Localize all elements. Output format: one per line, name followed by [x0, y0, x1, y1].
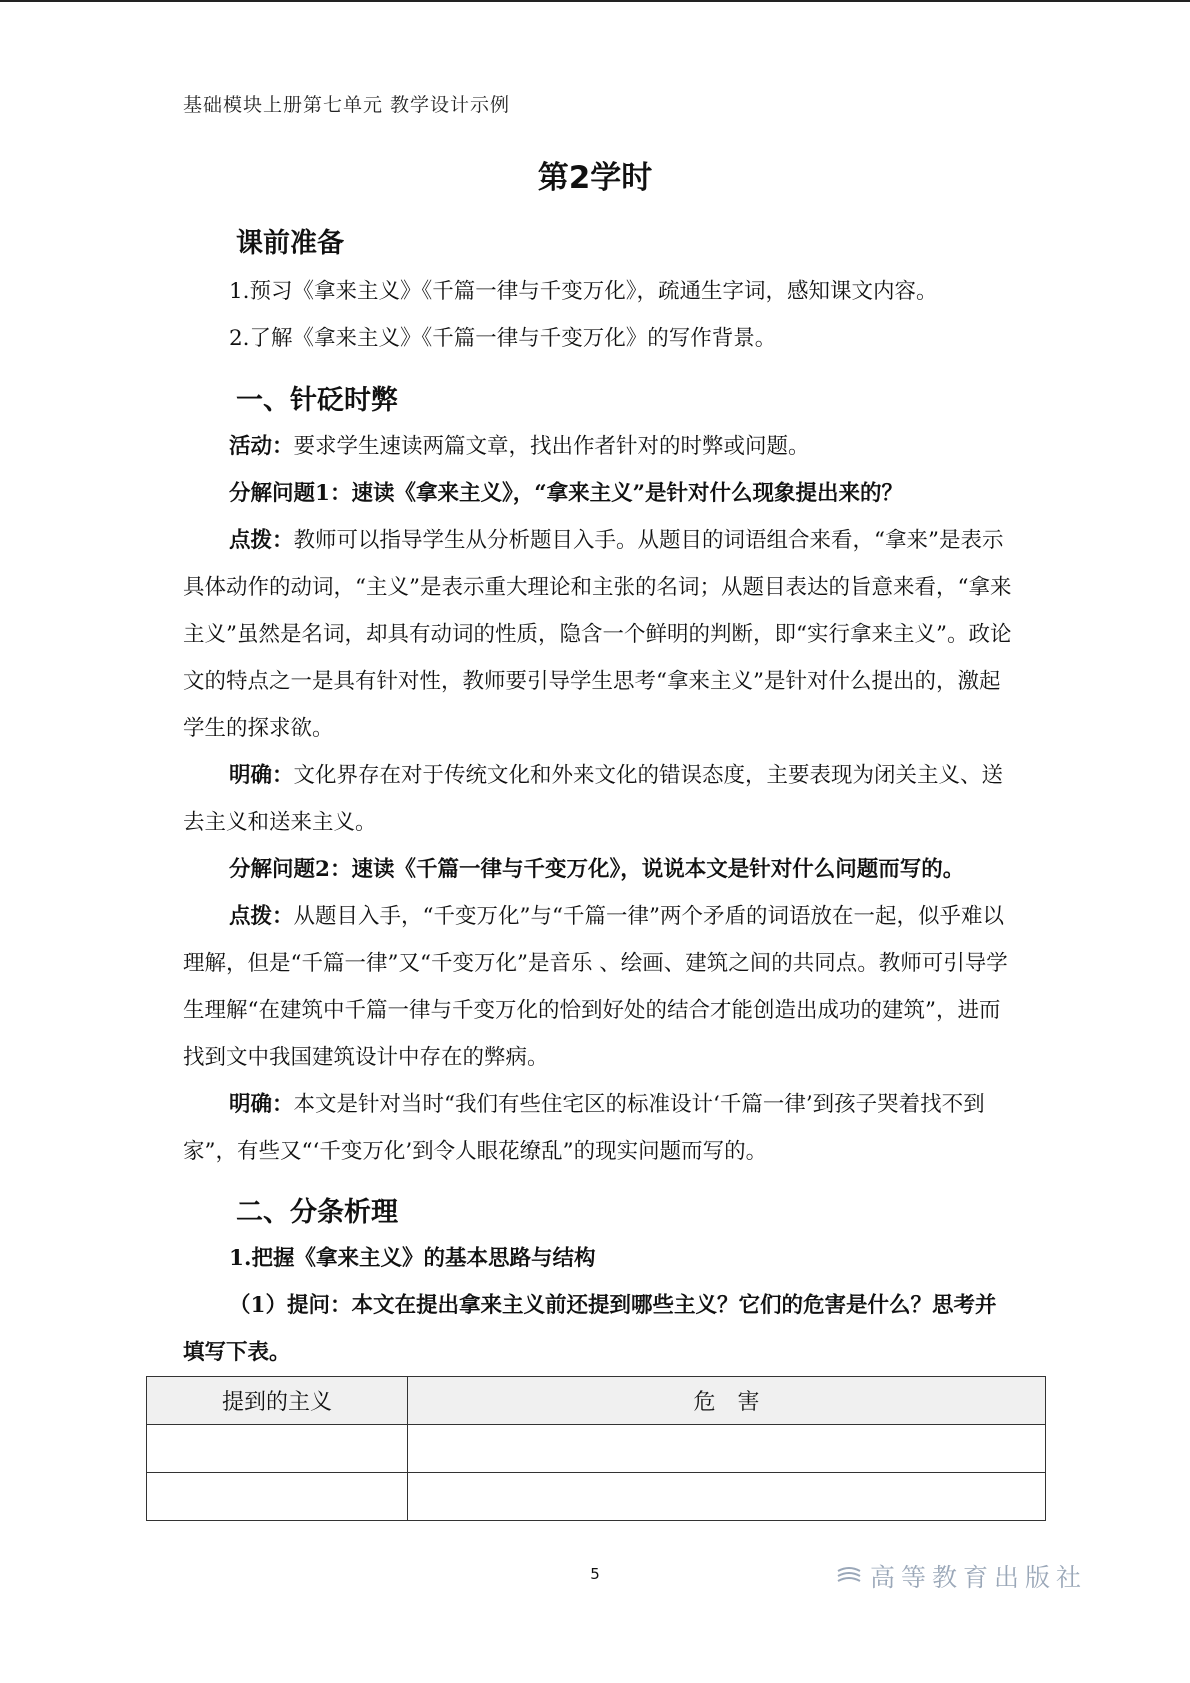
answer-label: 明确： [229, 1092, 294, 1117]
question-2-hint [183, 893, 1013, 1081]
question-2: 分解问题2：速读《千篇一律与千变万化》，说说本文是针对什么问题而写的。 [229, 857, 965, 882]
publisher-emblem-icon [836, 1565, 862, 1587]
question-1-answer [183, 752, 1013, 846]
table-cell[interactable] [147, 1425, 408, 1473]
question-prompt: （1）提问：本文在提出拿来主义前还提到哪些主义？它们的危害是什么？思考并填写下表。 [183, 1293, 997, 1365]
top-border-line [0, 0, 1190, 2]
section-heading-2: 二、分条析理 [236, 1197, 398, 1228]
activity-paragraph [183, 423, 1013, 470]
table-header-row [147, 1377, 1046, 1425]
hint-text: 教师可以指导学生从分析题目入手。从题目的词语组合来看，“拿来”是表示具体动作的动词，“主义”是表示重大理论和主张的名词；从题目表达的旨意来看，“拿来主义”虽然是名词，却具有动词的性质，隐含一个鲜明的判断，即“实行拿来主义”。政论文的特点之一是具有针对性，教师要引导学生思考“拿来主义”是针对什么提出的，激起学生的探求欲。 [183, 528, 1012, 741]
table-row [147, 1425, 1046, 1473]
running-header: 基础模块上册第七单元 教学设计示例 [183, 94, 511, 116]
answer-label: 明确： [229, 763, 294, 788]
hint-text: 从题目入手，“千变万化”与“千篇一律”两个矛盾的词语放在一起，似乎难以理解，但是“千篇一律”又“千变万化”是音乐 、绘画、建筑之间的共同点。教师可引导学生理解“在建筑中千篇一律与千变万化的恰到好处的结合才能创造出成功的建筑”，进而找到文中我国建筑设计中存在的弊病。 [183, 904, 1008, 1070]
answer-text: 文化界存在对于传统文化和外来文化的错误态度，主要表现为闭关主义、送去主义和送来主义。 [183, 763, 1004, 835]
activity-text: 要求学生速读两篇文章，找出作者针对的时弊或问题。 [293, 434, 810, 459]
page-number: 5 [590, 1565, 600, 1583]
answer-table [146, 1376, 1046, 1521]
table-cell[interactable] [147, 1473, 408, 1521]
question-1-hint [183, 517, 1013, 752]
publisher-name: 高等教育出版社 [870, 1563, 1088, 1592]
table-header-cell: 提到的主义 [147, 1377, 408, 1425]
hint-label: 点拨： [229, 904, 294, 929]
section-heading-1: 一、针砭时弊 [236, 385, 398, 416]
table-row [147, 1473, 1046, 1521]
table-cell[interactable] [408, 1425, 1046, 1473]
table-header-cell: 危 害 [408, 1377, 1046, 1425]
question-1: 分解问题1：速读《拿来主义》，“拿来主义”是针对什么现象提出来的？ [229, 481, 903, 506]
hint-label: 点拨： [229, 528, 294, 553]
answer-text: 本文是针对当时“我们有些住宅区的标准设计‘千篇一律’到孩子哭着找不到家”，有些又“‘千变万化’到令人眼花缭乱”的现实问题而写的。 [183, 1092, 985, 1164]
prep-item-2: 2.了解《拿来主义》《千篇一律与千变万化》的写作背景。 [229, 326, 777, 351]
table-cell[interactable] [408, 1473, 1046, 1521]
subheading-1: 1.把握《拿来主义》的基本思路与结构 [229, 1246, 596, 1271]
question-2-answer [183, 1081, 1013, 1175]
page-title: 第2学时 [537, 160, 653, 196]
prep-item-1: 1.预习《拿来主义》《千篇一律与千变万化》，疏通生字词，感知课文内容。 [229, 279, 938, 304]
section-heading-prep: 课前准备 [236, 228, 344, 259]
publisher-logo [836, 1558, 1087, 1594]
activity-label: 活动： [229, 434, 294, 459]
